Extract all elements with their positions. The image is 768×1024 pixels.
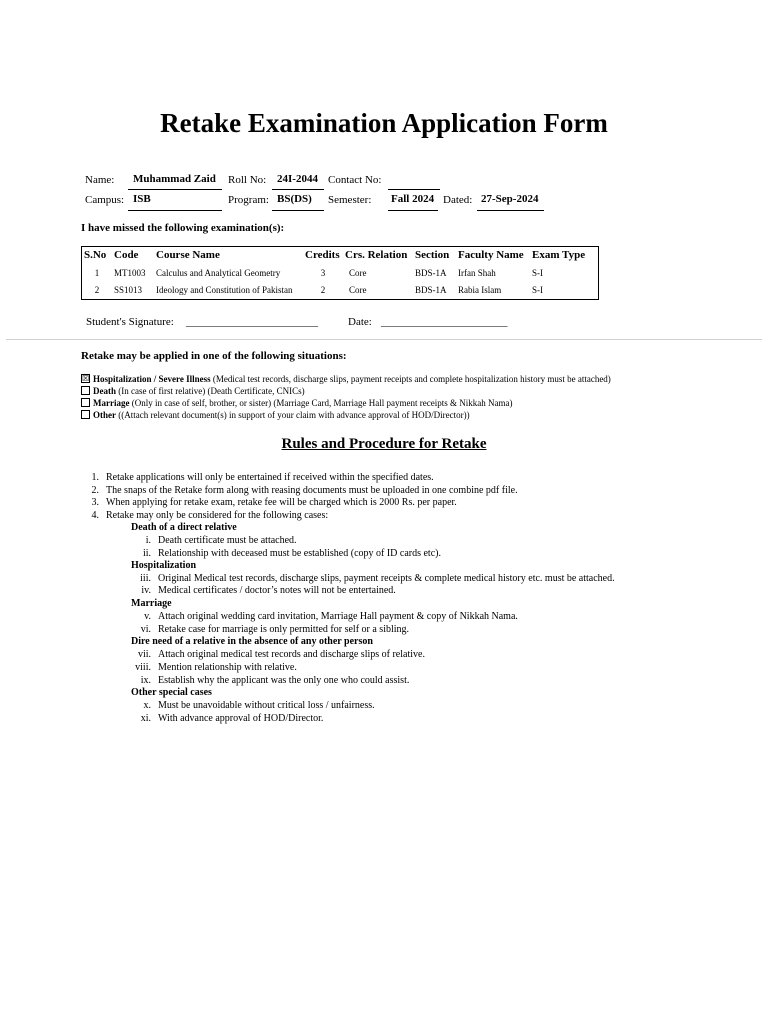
table-header-row [82,247,599,266]
col-header-exam-type: Exam Type [532,249,586,261]
case-text: Death certificate must be attached. [158,535,297,546]
situation-death [81,386,305,396]
cell-faculty-name: Irfan Shah [458,268,496,278]
cell-exam-type: S-I [532,285,543,295]
col-header-crs-relation: Crs. Relation [345,249,408,261]
case-text: Relationship with deceased must be established (copy of ID cards etc). [158,548,441,559]
cell-course-name: Calculus and Analytical Geometry [156,268,281,278]
case-heading-hospitalization: Hospitalization [131,560,197,571]
cell-code: SS1013 [114,285,143,295]
rules-title [0,436,768,453]
case-text: Retake case for marriage is only permitted for self or a sibling. [158,624,410,635]
cell-credits: 2 [320,285,326,295]
dated-label: Dated: [443,194,473,206]
case-text: Attach original medical test records and discharge slips of relative. [158,649,425,660]
cell-crs-relation: Core [349,285,367,295]
program-underline [272,210,324,211]
situations-heading: Retake may be applied in one of the following situations: [81,350,347,362]
situation-other [81,410,470,420]
date-blank: _______________________ [381,316,508,328]
rule-number: 1. [91,472,99,483]
program-value: BS(DS) [277,193,312,205]
case-number: i. [145,535,151,546]
missed-heading: I have missed the following examination(s): [81,222,285,234]
rule-text: Retake applications will only be entertained if received within the specified dates. [106,472,434,483]
section-divider [6,339,762,340]
semester-label: Semester: [328,194,372,206]
dated-underline [477,210,544,211]
contact-label: Contact No: [328,174,382,186]
case-number: ix. [140,675,151,686]
cell-course-name: Ideology and Constitution of Pakistan [156,285,293,295]
case-heading-other: Other special cases [131,687,212,698]
rule-number: 2. [91,485,99,496]
semester-underline [388,210,438,211]
rule-text: When applying for retake exam, retake fee will be charged which is 2000 Rs. per paper. [106,497,457,508]
case-text: With advance approval of HOD/Director. [158,713,324,724]
situation-title: Death [93,386,116,396]
name-underline [128,189,222,190]
case-heading-marriage: Marriage [131,598,172,609]
roll-underline [272,189,324,190]
roll-label: Roll No: [228,174,267,186]
date-label: Date: [348,316,372,328]
case-heading-dire-need: Dire need of a relative in the absence of any other person [131,636,373,647]
situation-marriage [81,398,513,408]
rule-text: Retake may only be considered for the following cases: [106,510,329,521]
col-header-faculty-name: Faculty Name [458,249,524,261]
roll-value: 24I-2044 [277,173,318,185]
other-checkbox[interactable] [81,410,90,419]
dated-value: 27-Sep-2024 [481,193,539,205]
case-number: xi. [140,713,151,724]
student-signature-blank: ________________________ [186,316,318,328]
case-heading-death: Death of a direct relative [131,522,237,533]
cell-faculty-name: Rabia Islam [458,285,502,295]
semester-value: Fall 2024 [391,193,435,205]
case-number: vi. [140,624,151,635]
table-row [82,282,599,300]
death-checkbox[interactable] [81,386,90,395]
col-header-sno: S.No [84,249,107,261]
case-number: x. [143,700,151,711]
campus-underline [128,210,222,211]
cell-code: MT1003 [114,268,146,278]
case-number: v. [144,611,151,622]
situation-detail: ((Attach relevant document(s) in support of your claim with advance approval of HOD/Director)) [116,410,470,420]
cell-section: BDS-1A [415,285,447,295]
cell-credits: 3 [320,268,326,278]
campus-value: ISB [133,193,151,205]
form-title: Retake Examination Application Form [160,108,608,138]
col-header-credits: Credits [305,249,340,261]
case-text: Must be unavoidable without critical loss / unfairness. [158,700,375,711]
cell-sno: 2 [94,285,100,295]
case-text: Original Medical test records, discharge slips, payment receipts & complete medical history etc. must be attached. [158,573,615,584]
col-header-section: Section [415,249,450,261]
col-header-code: Code [114,249,139,261]
case-text: Establish why the applicant was the only one who could assist. [158,675,410,686]
name-label: Name: [85,174,115,186]
name-value: Muhammad Zaid [133,173,216,185]
case-text: Mention relationship with relative. [158,662,297,673]
case-number: viii. [135,662,151,673]
rule-text: The snaps of the Retake form along with reasing documents must be uploaded in one combine pdf file. [106,485,518,496]
cell-sno: 1 [94,268,100,278]
student-signature-label: Student's Signature: [86,316,174,328]
situation-title: Other [93,410,116,420]
hospitalization-checkbox[interactable]: ☒ [82,374,90,384]
case-number: vii. [137,649,151,660]
contact-underline [388,189,440,190]
cell-exam-type: S-I [532,268,543,278]
table-row [82,265,599,282]
case-text: Attach original wedding card invitation, Marriage Hall payment & copy of Nikkah Nama. [158,611,518,622]
case-number: ii. [142,548,151,559]
situation-title: Hospitalization / Severe Illness [93,374,211,384]
course-table [81,246,599,300]
situation-detail: (Only in case of self, brother, or sister) (Marriage Card, Marriage Hall payment receipts & Nikkah Nama) [129,398,513,408]
case-number: iv. [141,585,151,596]
situation-title: Marriage [93,398,130,408]
situation-hospitalization [81,374,611,384]
program-label: Program: [228,194,269,206]
cell-section: BDS-1A [415,268,447,278]
campus-label: Campus: [85,194,125,206]
situation-detail: (In case of first relative) (Death Certificate, CNICs) [116,386,305,396]
col-header-course-name: Course Name [156,249,220,261]
rule-number: 3. [91,497,99,508]
cell-crs-relation: Core [349,268,367,278]
case-number: iii. [140,573,151,584]
rules-title-text: Rules and Procedure for Retake [281,436,487,452]
case-text: Medical certificates / doctor’s notes will not be entertained. [158,585,396,596]
marriage-checkbox[interactable] [81,398,90,407]
rule-number: 4. [91,510,99,521]
situation-detail: (Medical test records, discharge slips, payment receipts and complete hospitalization history must be attached) [210,374,611,384]
